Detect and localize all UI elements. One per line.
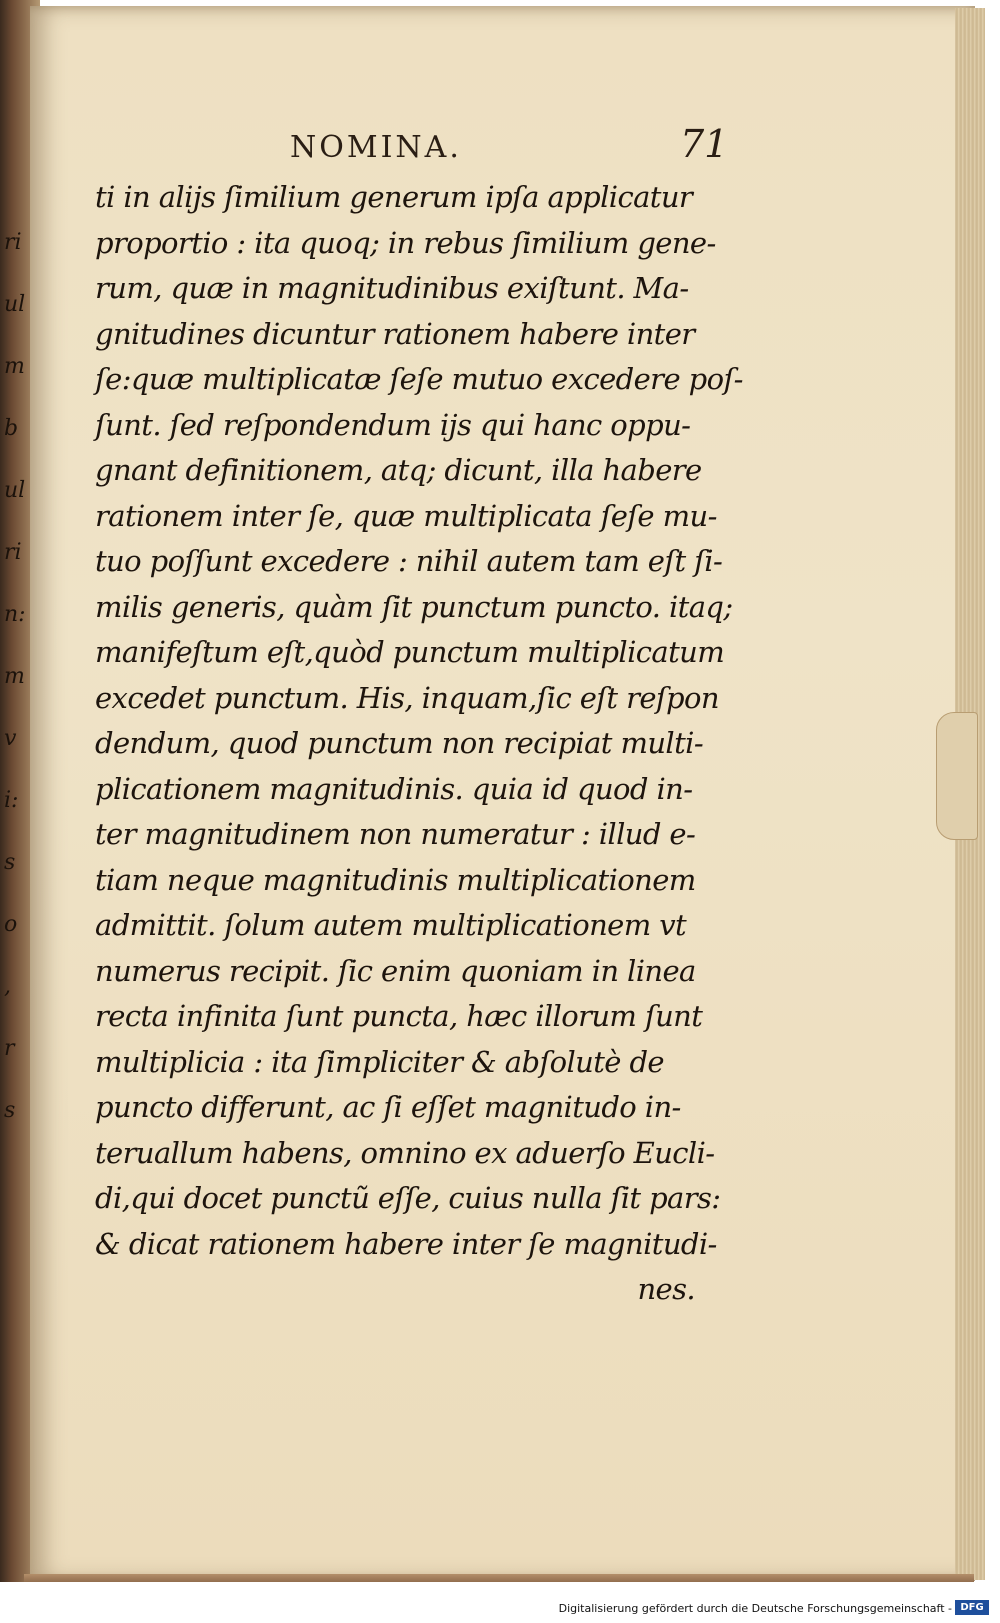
binding-fragment: m [4,664,25,689]
binding-fragment: s [4,850,16,875]
text-line: rum, quæ in magnitudinibus exiſtunt. Ma- [95,271,689,305]
binding-fragment: b [4,416,19,441]
binding-fragment: ri [4,230,22,255]
binding-fragment: n: [4,602,26,627]
text-line: excedet punctum. His, inquam,ſic eſt reſpon [95,680,719,715]
binding-fragment: s [4,1098,16,1123]
text-line: dendum, quod punctum non recipiat multi- [95,726,704,760]
facing-page-fragments [0,0,26,1600]
running-head: NOMINA. [290,130,462,165]
text-line: milis generis, quàm ſit punctum puncto. itaq; [95,589,733,624]
text-line: multiplicia : ita ſimpliciter & abſolutè de [95,1044,664,1079]
text-line: puncto differunt, ac ſi eſſet magnitudo in- [95,1090,681,1124]
text-line: proportio : ita quoq; in rebus ſimilium gene- [95,225,716,260]
text-line: gnitudines dicuntur rationem habere inter [95,316,695,351]
binding-fragment: , [4,974,11,999]
text-line: tiam neque magnitudinis multiplicationem [95,862,696,897]
text-line: recta infinita ſunt puncta, hæc illorum ſunt [95,999,703,1033]
binding-fragment: v [4,726,17,751]
footer-credit: Digitalisierung gefördert durch die Deutsche Forschungsgemeinschaft - [558,1602,952,1615]
text-line: tuo poſſunt excedere : nihil autem tam eſt ſi- [95,544,723,578]
text-line: ſunt. ſed reſpondendum ijs qui hanc oppu- [95,407,691,442]
text-line: admittit. ſolum autem multiplicationem vt [95,908,687,942]
text-line: di,qui docet punctũ eſſe, cuius nulla ſit pars: [95,1181,721,1215]
text-line: numerus recipit. ſic enim quoniam in linea [95,953,696,988]
text-line: gnant definitionem, atq; dicunt, illa habere [95,453,702,487]
text-line: plicationem magnitudinis. quia id quod in- [95,771,693,806]
text-line-last: nes. [637,1272,695,1306]
body-text [95,175,755,1313]
binding-fragment: m [4,354,25,379]
binding-fragment: i: [4,788,19,813]
page-number: 71 [680,122,729,166]
binding-fragment: ri [4,540,22,565]
text-line: ſe:quæ multiplicatæ ſeſe mutuo excedere poſ- [95,362,743,396]
text-line: teruallum habens, omnino ex aduerſo Eucli- [95,1135,715,1170]
dfg-logo: DFG [955,1600,989,1615]
binding-fragment: ul [4,478,26,503]
binding-fragment: r [4,1036,15,1061]
text-line: rationem inter ſe, quæ multiplicata ſeſe mu- [95,498,717,533]
binding-fragment: ul [4,292,26,317]
text-line: ter magnitudinem non numeratur : illud e- [95,817,696,851]
text-line: ti in alijs ſimilium generum ipſa applicatur [95,180,693,214]
text-line: & dicat rationem habere inter ſe magnitudi- [95,1226,717,1261]
text-line: manifeſtum eſt,quòd punctum multiplicatum [95,635,725,669]
page-clip [936,712,978,840]
binding-fragment: o [4,912,18,937]
